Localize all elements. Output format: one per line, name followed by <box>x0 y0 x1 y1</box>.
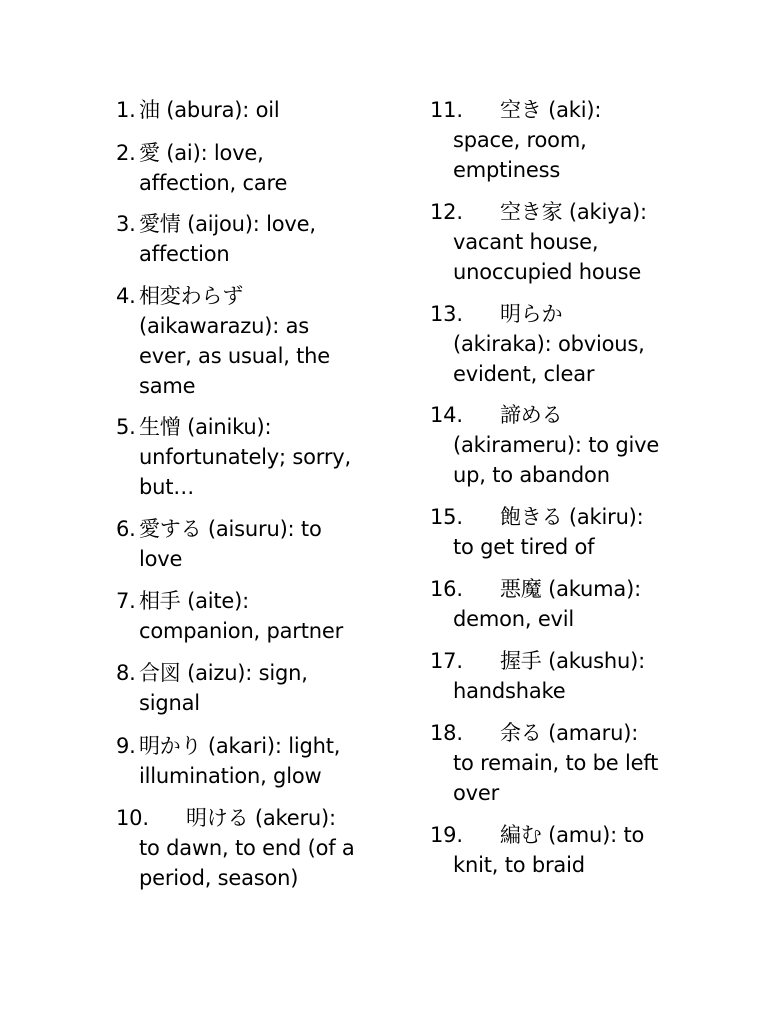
entry-headword: 相変わらず <box>139 284 243 308</box>
entry-number: 3. <box>116 212 136 236</box>
entry-number: 6. <box>116 517 136 541</box>
vocab-entry <box>430 718 680 808</box>
entry-definition-line: demon, evil <box>453 607 575 631</box>
entry-number: 13. <box>430 302 463 326</box>
entry-headword: 油 (abura): oil <box>139 98 280 122</box>
vocab-entry <box>116 95 366 125</box>
entry-headword: 空き (aki): <box>500 98 602 122</box>
entry-headword: 明ける (akeru): <box>186 806 336 830</box>
entry-definition-line: (akiraka): obvious, <box>453 332 645 356</box>
entry-number: 19. <box>430 823 463 847</box>
entry-number: 8. <box>116 661 136 685</box>
vocab-entry <box>430 400 680 490</box>
vocab-entry <box>116 731 366 791</box>
vocab-entry <box>430 646 680 706</box>
vocab-entry <box>430 197 680 287</box>
entry-definition-line: illumination, glow <box>139 764 322 788</box>
entry-number: 1. <box>116 98 136 122</box>
entry-definition-line: (akirameru): to give <box>453 433 660 457</box>
entry-number: 15. <box>430 505 463 529</box>
vocab-entry <box>116 586 366 646</box>
vocab-entry <box>430 820 680 880</box>
vocab-entry <box>116 209 366 269</box>
entry-definition-line: handshake <box>453 679 566 703</box>
entry-headword: 愛情 (aijou): love, <box>139 212 316 236</box>
vocab-entry <box>430 299 680 389</box>
entry-definition-line: vacant house, <box>453 230 599 254</box>
entry-headword: 明らか <box>500 302 563 326</box>
entry-number: 11. <box>430 98 463 122</box>
entry-definition-line: knit, to braid <box>453 853 585 877</box>
entry-number: 5. <box>116 415 136 439</box>
entry-number: 2. <box>116 141 136 165</box>
entry-definition-line: (aikawarazu): as <box>139 314 309 338</box>
entry-definition-line: to remain, to be left <box>453 751 659 775</box>
entry-headword: 愛 (ai): love, <box>139 141 264 165</box>
entry-number: 16. <box>430 577 463 601</box>
entry-definition-line: unfortunately; sorry, <box>139 445 351 469</box>
vocab-entry <box>116 281 366 401</box>
entry-definition-line: to get tired of <box>453 535 595 559</box>
entry-headword: 編む (amu): to <box>500 823 645 847</box>
entry-definition-line: emptiness <box>453 158 561 182</box>
vocab-entry <box>116 658 366 718</box>
entry-headword: 諦める <box>500 403 563 427</box>
entry-number: 14. <box>430 403 463 427</box>
entry-definition-line: love <box>139 547 183 571</box>
entry-number: 7. <box>116 589 136 613</box>
entry-definition-line: companion, partner <box>139 619 344 643</box>
entry-definition-line: unoccupied house <box>453 260 642 284</box>
entry-definition-line: same <box>139 374 196 398</box>
vocab-entry <box>430 95 680 185</box>
entry-headword: 愛する (aisuru): to <box>139 517 322 541</box>
entry-headword: 生憎 (ainiku): <box>139 415 272 439</box>
entry-headword: 空き家 (akiya): <box>500 200 647 224</box>
vocab-entry <box>116 803 366 893</box>
vocab-entry <box>116 412 366 502</box>
vocab-entry <box>116 514 366 574</box>
entry-number: 18. <box>430 721 463 745</box>
entry-definition-line: affection, care <box>139 171 288 195</box>
entry-definition-line: ever, as usual, the <box>139 344 331 368</box>
vocab-entry <box>430 574 680 634</box>
entry-definition-line: over <box>453 781 500 805</box>
entry-definition-line: but… <box>139 475 195 499</box>
entry-headword: 明かり (akari): light, <box>139 734 341 758</box>
entry-number: 9. <box>116 734 136 758</box>
entry-definition-line: affection <box>139 242 230 266</box>
entry-headword: 合図 (aizu): sign, <box>139 661 308 685</box>
entry-number: 12. <box>430 200 463 224</box>
entry-headword: 相手 (aite): <box>139 589 249 613</box>
entry-definition-line: up, to abandon <box>453 463 610 487</box>
entry-definition-line: signal <box>139 691 200 715</box>
entry-headword: 余る (amaru): <box>500 721 639 745</box>
entry-headword: 握手 (akushu): <box>500 649 645 673</box>
entry-headword: 悪魔 (akuma): <box>500 577 641 601</box>
entry-number: 4. <box>116 284 136 308</box>
entry-definition-line: to dawn, to end (of a <box>139 836 355 860</box>
vocab-entry <box>116 138 366 198</box>
entry-headword: 飽きる (akiru): <box>500 505 644 529</box>
entry-definition-line: evident, clear <box>453 362 595 386</box>
entry-definition-line: space, room, <box>453 128 587 152</box>
vocab-entry <box>430 502 680 562</box>
entry-definition-line: period, season) <box>139 866 299 890</box>
entry-number: 17. <box>430 649 463 673</box>
entry-number: 10. <box>116 806 149 830</box>
